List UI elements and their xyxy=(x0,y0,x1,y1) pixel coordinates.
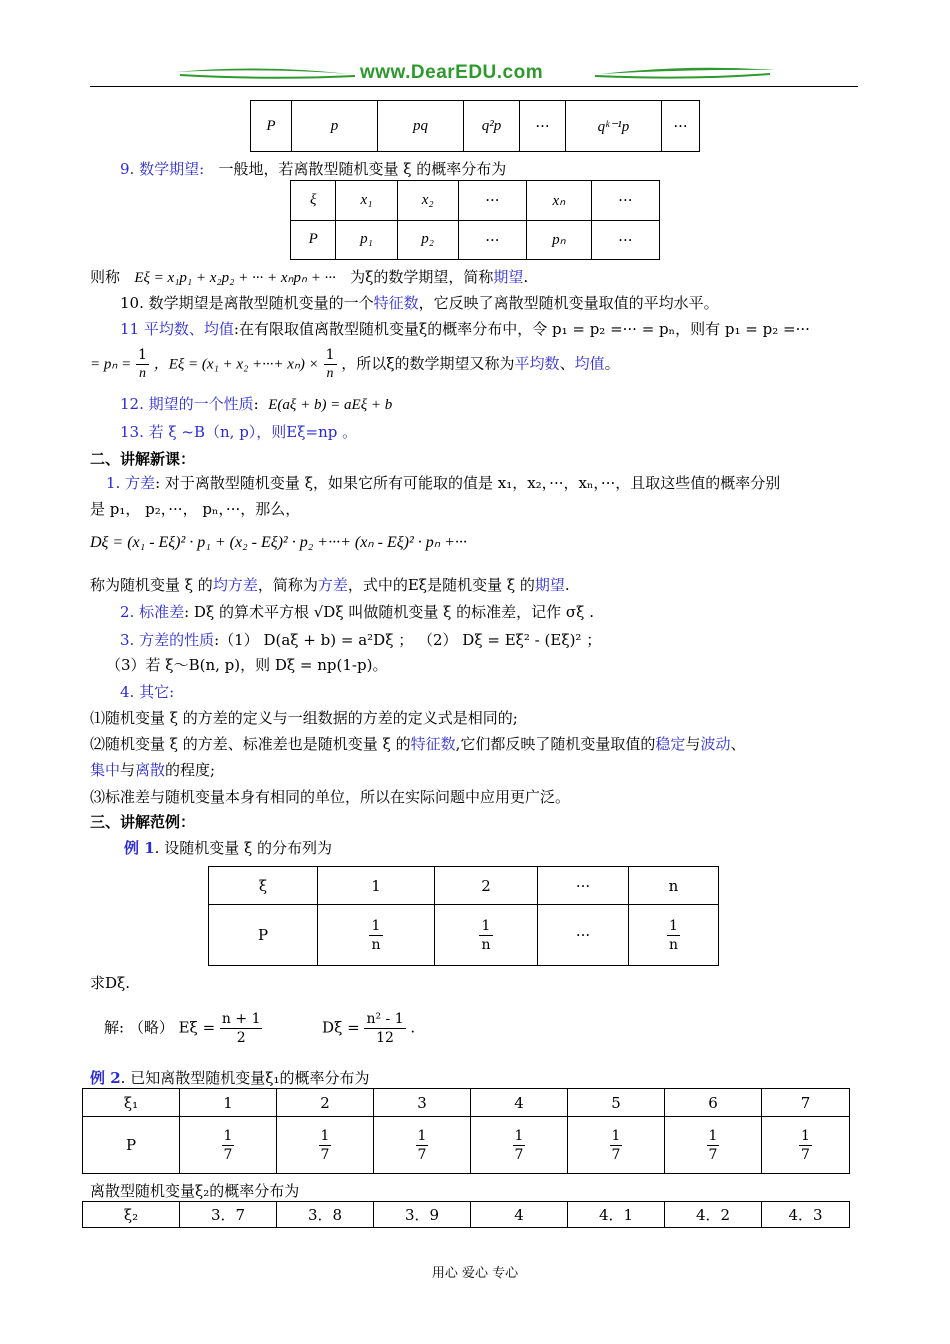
page-footer xyxy=(0,1262,950,1281)
table-cell: xₙ xyxy=(527,181,592,221)
item-2 xyxy=(120,601,594,622)
ex1-text: . 设随机变量 ξ 的分布列为 xyxy=(154,839,333,857)
example-1-ask xyxy=(90,972,130,993)
n4-i2e: 集中 xyxy=(90,761,121,779)
table-cell: 4．1 xyxy=(568,1202,665,1228)
table-cell: P xyxy=(251,101,292,152)
table-cell: pₙ xyxy=(527,220,592,260)
n3-line2: （3）若 ξ～B(n, p)，则 Dξ = np(1-p)。 xyxy=(106,656,388,674)
fraction xyxy=(222,1127,235,1164)
table-cell: ··· xyxy=(591,220,659,260)
s11-num: 11 xyxy=(120,320,140,338)
ex1-sol: 解: （略） Eξ = xyxy=(104,1018,216,1037)
fraction xyxy=(513,1127,526,1164)
table-cell: x₁ xyxy=(336,181,397,221)
frac-den: n xyxy=(371,936,381,953)
section-9 xyxy=(120,158,506,179)
s10-post: ，它反映了离散型随机变量取值的平均水平。 xyxy=(418,294,719,312)
n1-t2: 方差 xyxy=(317,576,348,594)
n1-title: 方差 xyxy=(125,474,156,492)
frac-den: n xyxy=(668,936,679,953)
table-cell: x₂ xyxy=(397,181,458,221)
table-cell xyxy=(471,1117,568,1174)
n1-t1: 均方差 xyxy=(212,576,258,594)
fraction xyxy=(416,1127,429,1164)
table-cell: 4 xyxy=(471,1202,568,1228)
table-cell: 3．9 xyxy=(374,1202,471,1228)
s10-term: 特征数 xyxy=(373,294,419,312)
table-cell xyxy=(665,1117,762,1174)
s9b-prefix: 则称 xyxy=(90,268,121,286)
n4-i2c: 与 xyxy=(685,735,701,753)
example-2-text2 xyxy=(90,1180,299,1201)
example-1-solution xyxy=(104,1010,415,1047)
table-cell xyxy=(629,905,719,966)
ex2-text2: 离散型随机变量ξ₂的概率分布为 xyxy=(90,1182,300,1200)
n4-i2g: 的程度; xyxy=(165,761,216,779)
table-cell xyxy=(277,1117,374,1174)
n3-title: 3. 方差的性质 xyxy=(120,631,215,649)
table-distribution xyxy=(290,180,660,260)
table-cell: q²p xyxy=(464,101,520,152)
n1-t3: 期望 xyxy=(534,576,565,594)
table-cell: p₁ xyxy=(336,220,397,260)
table-cell: ··· xyxy=(520,101,566,152)
fraction xyxy=(324,346,337,383)
sec2-title: 二、讲解新课： xyxy=(90,450,196,468)
n4-i2t1: 特征数 xyxy=(410,735,456,753)
table-cell: pq xyxy=(378,101,464,152)
s9-num: 9. xyxy=(120,160,135,178)
section-11 xyxy=(120,318,810,339)
ex1-d-label: Dξ = xyxy=(322,1018,360,1037)
item-1 xyxy=(106,472,780,493)
frac-num: n² - 1 xyxy=(366,1011,404,1027)
frac-num: 1 xyxy=(708,1127,718,1144)
table-cell: 2 xyxy=(277,1089,374,1117)
n1-formula: Dξ = (x₁ - Eξ)² · p₁ + (x₂ - Eξ)² · p₂ +···+ (xₙ - Eξ)² · pₙ +··· xyxy=(90,534,467,551)
fraction xyxy=(220,1010,263,1047)
table-cell: ··· xyxy=(538,867,629,905)
table-cell: 6 xyxy=(665,1089,762,1117)
table-cell: ··· xyxy=(662,101,700,152)
ex1-end: . xyxy=(410,1018,416,1037)
ex1-ask: 求Dξ. xyxy=(90,974,131,992)
table-cell: 1 xyxy=(180,1089,277,1117)
fraction xyxy=(610,1127,623,1164)
item-1-formula xyxy=(90,532,467,552)
n4-i2a: ⑵随机变量 ξ 的方差、标准差也是随机变量 ξ 的 xyxy=(90,735,411,753)
section-11-line2 xyxy=(90,346,620,383)
frac-num: 1 xyxy=(667,917,680,936)
table-cell: ··· xyxy=(458,181,526,221)
s12-formula: E(aξ + b) = aEξ + b xyxy=(268,397,393,413)
n2-title: 2. 标准差 xyxy=(120,603,185,621)
table-cell xyxy=(180,1117,277,1174)
s11-end: 。 xyxy=(604,354,620,373)
frac-num: n + 1 xyxy=(221,1011,261,1027)
table-cell: 1 xyxy=(318,867,435,905)
ex1-label: 例 1 xyxy=(124,839,155,857)
n2-text: : Dξ 的算术平方根 √Dξ 叫做随机变量 ξ 的标准差，记作 σξ . xyxy=(184,603,594,621)
table-cell: P xyxy=(291,220,336,260)
table-cell: ··· xyxy=(538,905,629,966)
frac-den: n xyxy=(326,366,334,381)
frac-num: 1 xyxy=(223,1127,233,1144)
item-4 xyxy=(120,681,174,702)
frac-num: 1 xyxy=(514,1127,524,1144)
s11-t1: 平均数 xyxy=(514,354,560,373)
example-1 xyxy=(124,837,332,858)
table-cell xyxy=(568,1117,665,1174)
frac-den: 7 xyxy=(223,1146,233,1163)
fraction xyxy=(364,1010,405,1047)
frac-num: 1 xyxy=(801,1127,810,1144)
n4-title: 4. 其它: xyxy=(120,683,175,701)
table-cell: p₂ xyxy=(397,220,458,260)
frac-num: 1 xyxy=(611,1127,621,1144)
section-10 xyxy=(120,292,719,313)
table-cell xyxy=(318,905,435,966)
table-cell xyxy=(435,905,538,966)
item-3-line2 xyxy=(106,654,387,675)
s9-text: 一般地，若离散型随机变量 ξ 的概率分布为 xyxy=(218,160,507,178)
fraction xyxy=(369,917,382,954)
table-cell: p xyxy=(292,101,378,152)
item-1-line2 xyxy=(90,498,300,519)
frac-den: 7 xyxy=(417,1146,427,1163)
n1-num: 1. xyxy=(106,474,121,492)
s9b-term: 期望 xyxy=(493,268,524,286)
table-cell: 4．2 xyxy=(665,1202,762,1228)
n4-i2t2: 稳定 xyxy=(655,735,686,753)
table-example-2b xyxy=(82,1201,850,1228)
frac-num: 1 xyxy=(369,917,382,936)
ex2-text: . 已知离散型随机变量ξ₁的概率分布为 xyxy=(120,1069,370,1087)
s12-colon: : xyxy=(253,395,259,413)
s11-line2c: ，所以ξ的数学期望又称为 xyxy=(341,354,515,373)
s11-line2a: = pₙ = xyxy=(90,356,132,373)
table-cell: 4．3 xyxy=(762,1202,850,1228)
s9b-mid: 为ξ的数学期望，简称 xyxy=(350,268,494,286)
s11-line2b: ，Eξ = (x₁ + x₂ +···+ xₙ) × xyxy=(153,356,319,373)
table-cell: 3．7 xyxy=(180,1202,277,1228)
s9-title: 数学期望 xyxy=(139,160,200,178)
frac-num: 1 xyxy=(479,917,492,936)
item-3 xyxy=(120,629,601,650)
table-example-1 xyxy=(208,866,719,966)
n4-i2t4: 离散 xyxy=(135,761,166,779)
table-cell: qᵏ⁻¹p xyxy=(566,101,662,152)
s13-text: 13. 若 ξ ~B（n, p），则Eξ=np 。 xyxy=(120,423,358,441)
fraction xyxy=(319,1127,332,1164)
n1-line4c: ，式中的Eξ是随机变量 ξ 的 xyxy=(347,576,535,594)
fraction xyxy=(707,1127,720,1164)
table-cell: 7 xyxy=(762,1089,850,1117)
table-geometric xyxy=(250,100,700,152)
logo-text: www.DearEDU.com xyxy=(360,62,544,83)
table-cell: P xyxy=(83,1117,180,1174)
table-cell: ξ xyxy=(291,181,336,221)
frac-den: 7 xyxy=(320,1146,330,1163)
frac-den: 7 xyxy=(514,1146,524,1163)
frac-num: 1 xyxy=(417,1127,427,1144)
table-cell: ··· xyxy=(591,181,659,221)
n1-line4a: 称为随机变量 ξ 的 xyxy=(90,576,213,594)
s9-colon: : xyxy=(199,160,205,178)
table-example-2a xyxy=(82,1088,850,1174)
fraction xyxy=(667,917,680,954)
table-cell xyxy=(762,1117,850,1174)
header-logo xyxy=(170,62,780,84)
n4-i2f: 与 xyxy=(120,761,136,779)
n1-line2: 是 p₁， p₂，···， pₙ，···，那么， xyxy=(90,500,301,518)
table-cell: 4 xyxy=(471,1089,568,1117)
table-cell: 3 xyxy=(374,1089,471,1117)
frac-num: 1 xyxy=(320,1127,330,1144)
item-1-line4 xyxy=(90,574,570,595)
n4-i3: ⑶标准差与随机变量本身有相同的单位，所以在实际问题中应用更广泛。 xyxy=(90,788,571,806)
item-4-i2-line2 xyxy=(90,759,215,780)
table-cell: P xyxy=(209,905,318,966)
frac-den: n xyxy=(138,366,146,381)
item-4-i2 xyxy=(90,733,745,754)
frac-num: 1 xyxy=(325,347,335,363)
item-4-i1 xyxy=(90,707,518,728)
frac-den: 7 xyxy=(801,1146,810,1163)
s10-pre: 10. 数学期望是离散型随机变量的一个 xyxy=(120,294,374,312)
sec3-title: 三、讲解范例： xyxy=(90,813,196,831)
s11-t2: 均值 xyxy=(574,354,605,373)
frac-num: 1 xyxy=(138,347,147,363)
n1-line4b: ，简称为 xyxy=(257,576,318,594)
section-heading-3 xyxy=(90,811,195,832)
footer-text: 用心 爱心 专心 xyxy=(431,1266,519,1281)
ex2-label: 例 2 xyxy=(90,1069,121,1087)
frac-den: 2 xyxy=(236,1030,246,1046)
item-4-i3 xyxy=(90,786,570,807)
s9b-formula: Eξ = x₁p₁ + x₂p₂ + ··· + xₙpₙ + ··· xyxy=(134,270,336,286)
n4-i2t3: 波动 xyxy=(700,735,731,753)
s11-sep: 、 xyxy=(559,354,575,373)
example-2 xyxy=(90,1067,370,1088)
n4-i2d: 、 xyxy=(730,735,746,753)
fraction xyxy=(479,917,492,954)
section-13 xyxy=(120,421,357,442)
section-9-expectation xyxy=(90,266,528,287)
table-cell: ··· xyxy=(458,220,526,260)
section-heading-2 xyxy=(90,448,195,469)
table-cell: ξ xyxy=(209,867,318,905)
frac-den: n xyxy=(481,936,491,953)
n4-i2b: ,它们都反映了随机变量取值的 xyxy=(455,735,656,753)
table-cell: ξ₂ xyxy=(83,1202,180,1228)
table-cell: 3．8 xyxy=(277,1202,374,1228)
table-cell xyxy=(374,1117,471,1174)
fraction xyxy=(799,1127,812,1164)
s12-title: 12. 期望的一个性质 xyxy=(120,395,254,413)
table-cell: 2 xyxy=(435,867,538,905)
frac-den: 7 xyxy=(708,1146,718,1163)
section-12 xyxy=(120,393,392,414)
s11-text: :在有限取值离散型随机变量ξ的概率分布中，令 p₁ = p₂ =··· = pₙ，则有 p₁ = p₂ =··· xyxy=(233,320,810,338)
n3-text: :（1） D(aξ + b) = a²Dξ ； （2） Dξ = Eξ² - (Eξ)² ； xyxy=(214,631,602,649)
table-cell: ξ₁ xyxy=(83,1089,180,1117)
n1-end: . xyxy=(564,576,570,594)
n1-text: : 对于离散型随机变量 ξ，如果它所有可能取的值是 x₁，x₂，···，xₙ，···，且取这些值的概率分别 xyxy=(155,474,781,492)
frac-den: 12 xyxy=(376,1030,394,1046)
table-cell: 5 xyxy=(568,1089,665,1117)
frac-den: 7 xyxy=(611,1146,621,1163)
fraction xyxy=(136,346,149,383)
s11-title: 平均数、均值 xyxy=(143,320,234,338)
s9b-end: . xyxy=(523,268,529,286)
table-cell: n xyxy=(629,867,719,905)
header-rule xyxy=(90,86,858,87)
n4-i1: ⑴随机变量 ξ 的方差的定义与一组数据的方差的定义式是相同的; xyxy=(90,709,518,727)
